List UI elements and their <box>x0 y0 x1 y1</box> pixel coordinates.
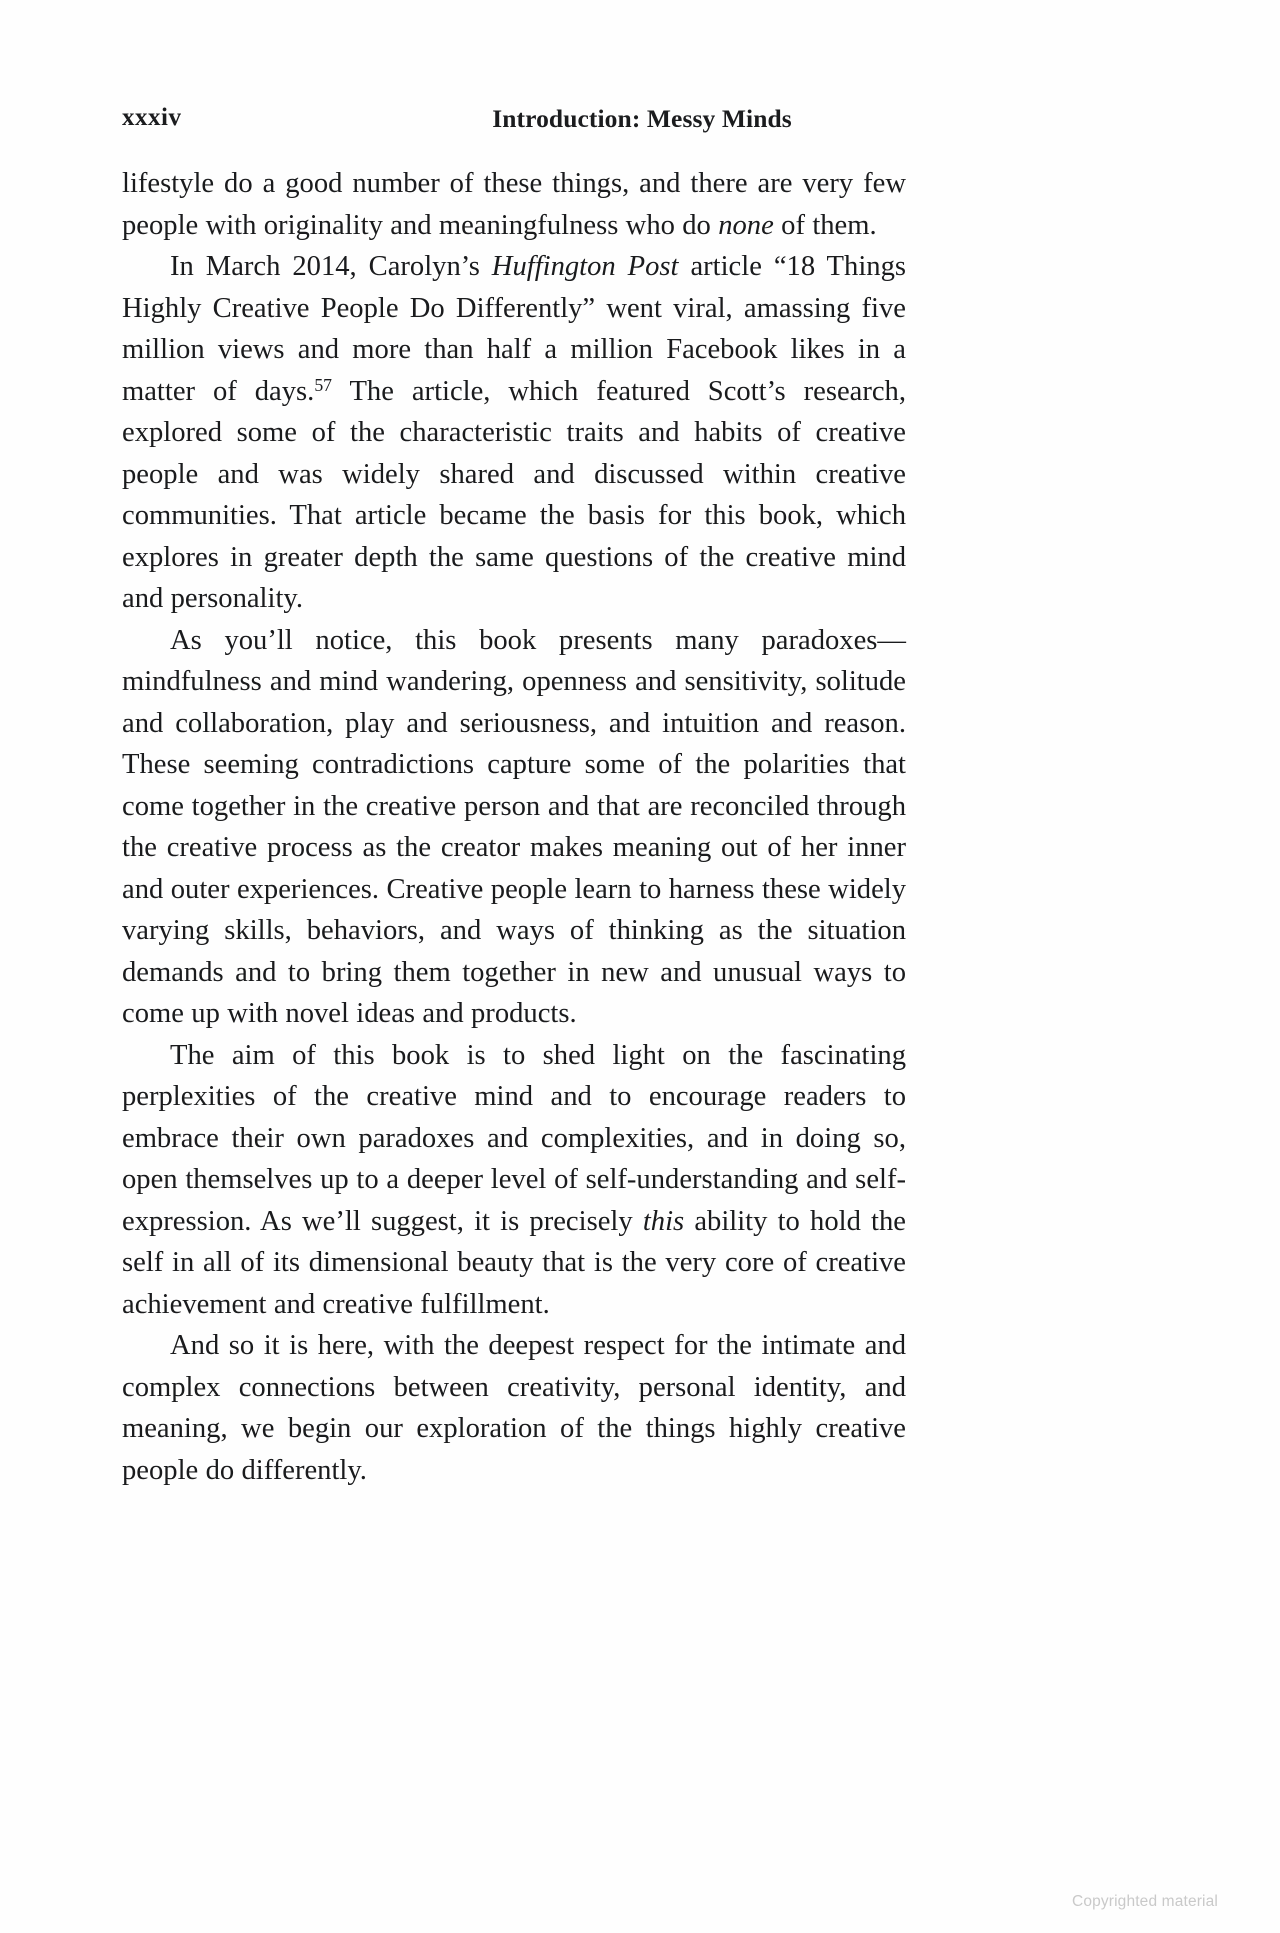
text-run: And so it is here, with the deepest respect for the intimate and complex connections between creativity, personal identity, and meaning, we begin our exploration of the things highly creative people do differently. <box>122 1330 906 1486</box>
text-run: of them. <box>773 209 877 241</box>
para-paradoxes <box>122 620 906 1035</box>
copyright-watermark: Copyrighted material <box>1071 1893 1218 1910</box>
para-lifestyle <box>122 163 906 246</box>
page-folio: xxxiv <box>122 104 182 131</box>
text-run: The article, which featured Scott’s research, explored some of the characteristic traits and habits of creative people and was widely shared and discussed within creative communities. That article became the basis for this book, which explores in greater depth the same questions of the creative mind and personality. <box>122 375 906 614</box>
para-aim-of-book <box>122 1035 906 1326</box>
para-and-so-it-is-here <box>122 1325 906 1491</box>
running-head <box>122 104 912 138</box>
body-text-column <box>122 163 906 1491</box>
text-run: In March 2014, Carolyn’s <box>170 251 492 282</box>
footnote-reference: 57 <box>314 374 333 395</box>
emphasis-text: none <box>718 209 774 241</box>
emphasis-text: this <box>642 1205 685 1237</box>
text-run: ability to hold the self in all of its dimensional beauty that is the very core of creative achievement and creative fulfillment. <box>122 1205 906 1320</box>
running-head-title: Introduction: Messy Minds <box>492 104 792 133</box>
text-run: The aim of this book is to shed light on the fascinating perplexities of the creative mind and to encourage readers to embrace their own paradoxes and complexities, and in doing so, open themselves up to a deeper level of self-understanding and self-expression. As we’ll suggest, it is precisely <box>122 1039 906 1237</box>
text-run: As you’ll notice, this book presents many paradoxes—mindfulness and mind wandering, openness and sensitivity, solitude and collaboration, play and seriousness, and intuition and reason. These seeming contradictions capture some of the polarities that come together in the creative person and that are reconciled through the creative process as the creator makes meaning out of her inner and outer experiences. Creative people learn to harness these widely varying skills, behaviors, and ways of thinking as the situation demands and to bring them together in new and unusual ways to come up with novel ideas and products. <box>122 624 906 1029</box>
emphasis-text: Huffington Post <box>491 251 679 282</box>
text-run: lifestyle do a good number of these things, and there are very few people with originality and meaningfulness who do <box>122 168 906 241</box>
text-run: article “18 Things Highly Creative People Do Differently” went viral, amassing five million views and more than half a million Facebook likes in a matter of days. <box>122 251 906 407</box>
para-march-2014 <box>122 246 906 620</box>
